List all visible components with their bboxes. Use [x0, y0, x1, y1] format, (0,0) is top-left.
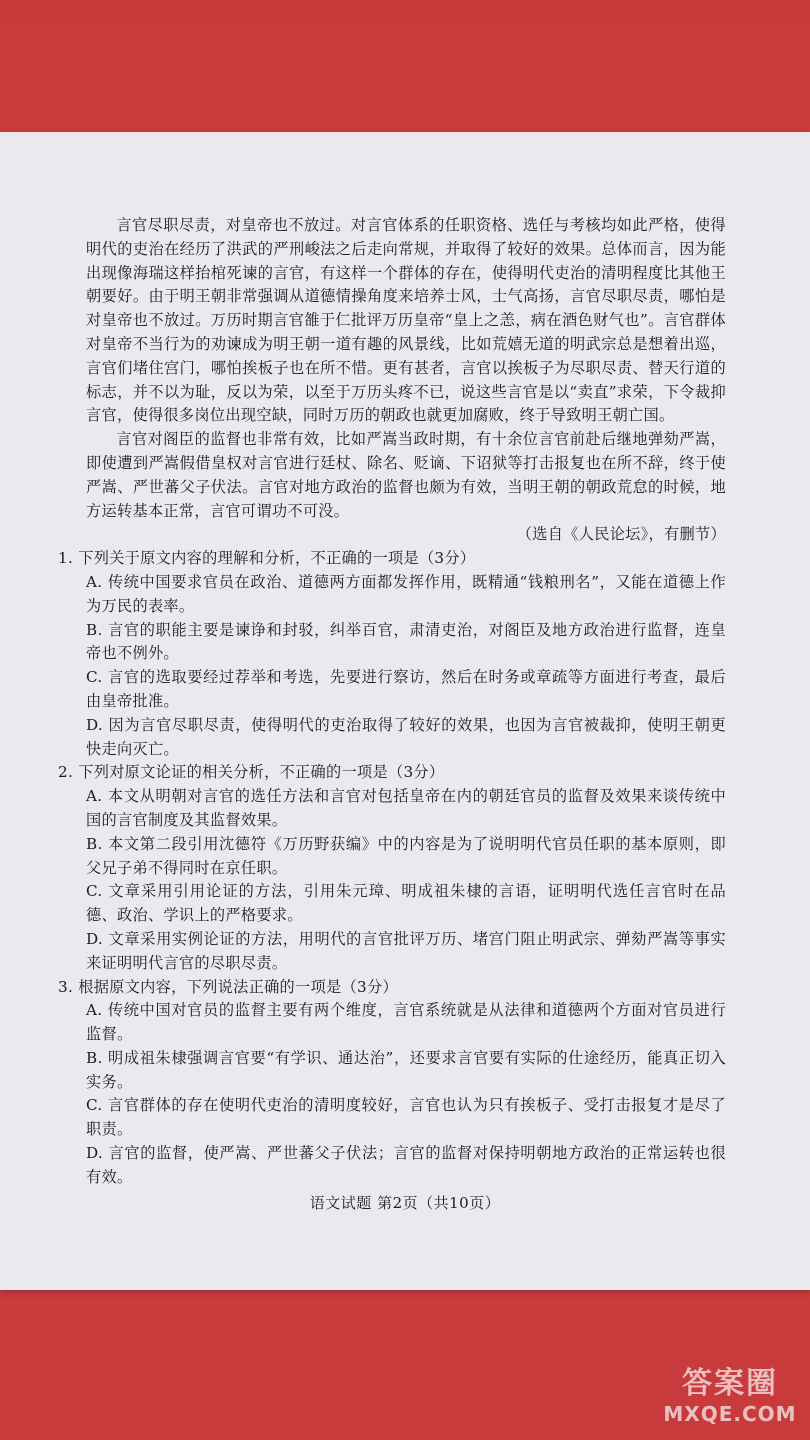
option-d: D. 言官的监督，使严嵩、严世蕃父子伏法；言官的监督对保持明朝地方政治的正常运转也很有效。 [86, 1144, 726, 1186]
question-3 [58, 976, 726, 1190]
option-a: A. 传统中国要求官员在政治、道德两方面都发挥作用，既精通“钱粮刑名”，又能在道德上作为万民的表率。 [86, 572, 726, 615]
watermark-url: MXQE.COM [663, 1402, 797, 1426]
passage-source: （选自《人民论坛》，有删节） [516, 525, 726, 544]
question-2 [58, 761, 726, 975]
option-c: C. 言官群体的存在使明代吏治的清明度较好，言官也认为只有挨板子、受打击报复才是尽了职责。 [86, 1096, 726, 1139]
option-b: B. 言官的职能主要是谏诤和封驳，纠举百官，肃清吏治，对阁臣及地方政治进行监督，连皇帝也不例外。 [86, 620, 726, 663]
question-1 [58, 547, 726, 761]
exam-page [0, 132, 810, 1290]
option-d: D. 因为言官尽职尽责，使得明代的吏治取得了较好的效果，也因为言官被裁抑，使明王朝更快走向灭亡。 [86, 715, 726, 758]
passage-paragraph-2: 言官对阁臣的监督也非常有效，比如严嵩当政时期，有十余位言官前赴后继地弹劾严嵩，即使遭到严嵩假借皇权对言官进行廷杖、除名、贬谪、下诏狱等打击报复也在所不辞，终于使严嵩、严世蕃父子伏法。言官对地方政治的监督也颇为有效，当明王朝的朝政荒怠的时候，地方运转基本正常，言官可谓功不可没。 [86, 430, 726, 520]
option-b: B. 明成祖朱棣强调言官要“有学识、通达治”，还要求言官要有实际的仕途经历，能真正切入实务。 [86, 1048, 726, 1091]
question-stem: 3. 根据原文内容，下列说法正确的一项是（3分） [58, 977, 398, 996]
watermark-title: 答案圈 [682, 1366, 778, 1401]
passage-paragraph-1: 言官尽职尽责，对皇帝也不放过。对言官体系的任职资格、选任与考核均如此严格，使得明代的吏治在经历了洪武的严刑峻法之后走向常规，并取得了较好的效果。总体而言，因为能出现像海瑞这样抬棺死谏的言官，有这样一个群体的存在，使得明代吏治的清明程度比其他王朝要好。由于明王朝非常强调从道德情操角度来培养士风，士气高扬，言官尽职尽责，哪怕是对皇帝也不放过。万历时期言官雒于仁批评万历皇帝“皇上之恙，病在酒色财气也”。言官群体对皇帝不当行为的劝谏成为明王朝一道有趣的风景线，比如荒嬉无道的明武宗总是想着出巡，言官们堵住宫门，哪怕挨板子也在所不惜。更有甚者，言官以挨板子为尽职尽责、替天行道的标志，并不以为耻，反以为荣，以至于万历头疼不已，说这些言官是以“卖直”求荣，下令裁抑言官，使得很多岗位出现空缺，同时万历的朝政也就更加腐败，终于导致明王朝亡国。 [86, 216, 726, 425]
question-stem: 1. 下列关于原文内容的理解和分析，不正确的一项是（3分） [58, 549, 476, 568]
option-d: D. 文章采用实例论证的方法，用明代的言官批评万历、堵宫门阻止明武宗、弹劾严嵩等事实来证明明代言官的尽职尽责。 [86, 929, 726, 972]
option-a: A. 本文从明朝对言官的选任方法和言官对包括皇帝在内的朝廷官员的监督及效果来谈传统中国的言官制度及其监督效果。 [86, 787, 726, 829]
question-stem: 2. 下列对原文论证的相关分析，不正确的一项是（3分） [58, 763, 445, 782]
option-c: C. 言官的选取要经过荐举和考选，先要进行察访，然后在时务或章疏等方面进行考查，最后由皇帝批准。 [86, 668, 726, 710]
page-footer: 语文试题 第2页（共10页） [309, 1194, 501, 1212]
option-a: A. 传统中国对官员的监督主要有两个维度，言官系统就是从法律和道德两个方面对官员进行监督。 [86, 1001, 726, 1044]
option-b: B. 本文第二段引用沈德符《万历野获编》中的内容是为了说明明代官员任职的基本原则，即父兄子弟不得同时在京任职。 [86, 834, 726, 877]
option-c: C. 文章采用引用论证的方法，引用朱元璋、明成祖朱棣的言语，证明明代选任言官时在品德、政治、学识上的严格要求。 [86, 882, 726, 925]
watermark-logo [660, 1366, 800, 1432]
page-content [58, 214, 726, 1190]
